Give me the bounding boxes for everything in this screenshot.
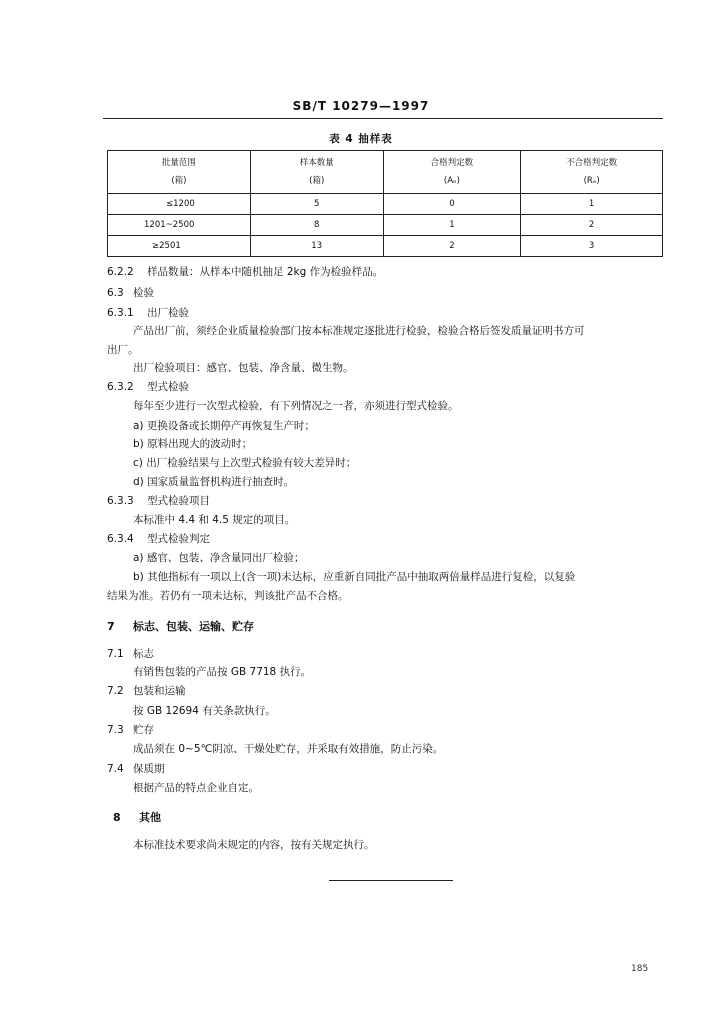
clause-title: 检验	[133, 287, 154, 299]
table-row	[108, 194, 663, 215]
paragraph-line: 有销售包装的产品按 GB 7718 执行。	[133, 666, 312, 678]
paragraph-line: 结果为准。若仍有一项未达标，判该批产品不合格。	[107, 590, 349, 602]
clause-number: 6.3.4	[107, 533, 134, 545]
heading-8	[113, 811, 161, 824]
heading-7	[107, 620, 254, 633]
clause-title: 标志、包装、运输、贮存	[133, 620, 254, 633]
clause-number: 7.3	[107, 724, 124, 736]
clause-number: 6.3.3	[107, 495, 134, 507]
paragraph-line: 出厂检验项目：感官、包装、净含量、微生物。	[133, 362, 354, 374]
heading-6-3-2	[107, 381, 189, 394]
header-line: 样本数量	[299, 158, 334, 168]
clause-number: 7.1	[107, 648, 124, 660]
paragraph-line: 根据产品的特点企业自定。	[133, 782, 259, 794]
clause-6-2-2	[107, 266, 383, 279]
header-line: 不合格判定数	[566, 158, 618, 168]
header-rule	[103, 118, 663, 119]
list-item: d) 国家质量监督机构进行抽查时。	[133, 476, 295, 488]
clause-number: 7	[107, 620, 115, 633]
clause-title: 标志	[133, 648, 154, 660]
sampling-table	[107, 150, 663, 257]
table-header-row	[108, 151, 663, 194]
clause-title: 贮存	[133, 724, 154, 736]
standard-code-header: SB/T 10279—1997	[292, 99, 430, 113]
header-unit: (箱)	[171, 176, 187, 186]
list-item: c) 出厂检验结果与上次型式检验有较大差异时；	[133, 457, 357, 469]
paragraph-line: 产品出厂前，须经企业质量检验部门按本标准规定逐批进行检验，检验合格后签发质量证明书方可	[133, 325, 585, 337]
table-row	[108, 236, 663, 257]
paragraph-line: 成品须在 0~5℃阴凉、干燥处贮存，并采取有效措施，防止污染。	[133, 743, 444, 755]
cell-sample-size: 5	[250, 194, 383, 215]
clause-number: 6.3.2	[107, 381, 134, 393]
header-sample-size	[250, 151, 383, 194]
cell-reject-number: 3	[521, 236, 663, 257]
cell-reject-number: 1	[521, 194, 663, 215]
header-unit: (Rₑ)	[583, 176, 600, 186]
paragraph-line: 本标准技术要求尚未规定的内容，按有关规定执行。	[133, 839, 375, 851]
paragraph-line: 出厂。	[107, 344, 139, 356]
cell-batch-range: ≤1200	[108, 194, 251, 215]
heading-7-2	[107, 685, 186, 698]
heading-7-3	[107, 724, 154, 737]
list-item: a) 更换设备或长期停产再恢复生产时；	[133, 420, 315, 432]
cell-accept-number: 2	[383, 236, 521, 257]
heading-6-3-1	[107, 307, 189, 320]
header-reject-number	[521, 151, 663, 194]
header-unit: (Aₑ)	[443, 176, 460, 186]
cell-accept-number: 1	[383, 215, 521, 236]
cell-batch-range: 1201~2500	[108, 215, 251, 236]
header-line: 批量范围	[161, 158, 196, 168]
clause-number: 7.2	[107, 685, 124, 697]
list-item: b) 其他指标有一项以上(含一项)未达标，应重新自同批产品中抽取两倍量样品进行复检，以复验	[133, 571, 576, 583]
clause-title: 保质期	[133, 763, 165, 775]
cell-reject-number: 2	[521, 215, 663, 236]
heading-6-3-3	[107, 495, 210, 508]
table-caption: 表 4 抽样表	[329, 133, 393, 145]
header-line: 合格判定数	[430, 158, 474, 168]
clause-number: 8	[113, 811, 121, 824]
clause-title: 型式检验项目	[147, 495, 210, 507]
clause-title: 其他	[139, 811, 161, 824]
clause-title: 出厂检验	[147, 307, 189, 319]
page-number: 185	[631, 964, 649, 974]
end-of-standard-rule	[329, 880, 453, 881]
paragraph-line: 本标准中 4.4 和 4.5 规定的项目。	[133, 514, 296, 526]
clause-number: 6.3	[107, 287, 124, 299]
clause-text: 样品数量：从样本中随机抽足 2kg 作为检验样品。	[147, 266, 384, 278]
header-accept-number	[383, 151, 521, 194]
cell-sample-size: 8	[250, 215, 383, 236]
clause-title: 型式检验	[147, 381, 189, 393]
heading-7-1	[107, 648, 154, 661]
clause-title: 型式检验判定	[147, 533, 210, 545]
clause-number: 6.2.2	[107, 266, 134, 278]
cell-accept-number: 0	[383, 194, 521, 215]
list-item: a) 感官、包装、净含量同出厂检验；	[133, 552, 305, 564]
paragraph-line: 每年至少进行一次型式检验，有下列情况之一者，亦须进行型式检验。	[133, 400, 459, 412]
clause-title: 包装和运输	[133, 685, 186, 697]
list-item: b) 原料出现大的波动时；	[133, 438, 253, 450]
clause-number: 6.3.1	[107, 307, 134, 319]
heading-6-3	[107, 287, 154, 300]
paragraph-line: 按 GB 12694 有关条款执行。	[133, 705, 276, 717]
header-unit: (箱)	[309, 176, 325, 186]
cell-sample-size: 13	[250, 236, 383, 257]
header-batch-range	[108, 151, 251, 194]
clause-number: 7.4	[107, 763, 124, 775]
heading-6-3-4	[107, 533, 210, 546]
table-row	[108, 215, 663, 236]
heading-7-4	[107, 763, 165, 776]
cell-batch-range: ≥2501	[108, 236, 251, 257]
